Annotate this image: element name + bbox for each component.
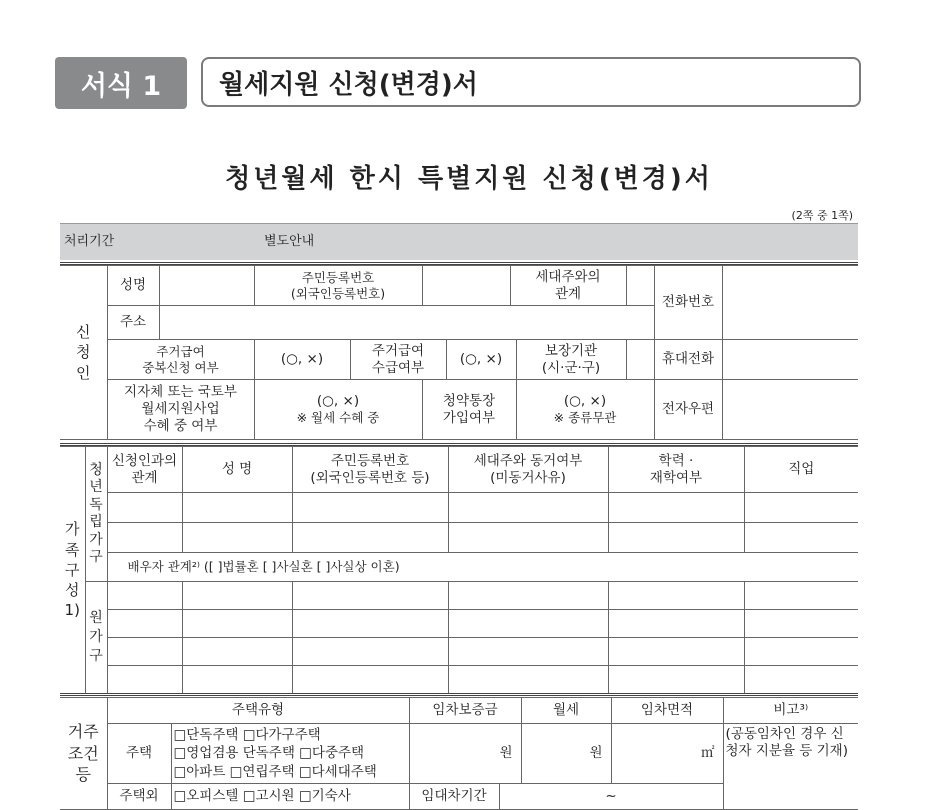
independent-household-label: 청 년 독 립 가 구 <box>85 447 107 582</box>
deposit-field[interactable]: 원 <box>409 724 521 784</box>
lease-period-label: 임대차기간 <box>409 784 499 810</box>
spouse-relation-row[interactable]: 배우자 관계²⁾ ([ ]법률혼 [ ]사실혼 [ ]사실상 이혼) <box>107 553 858 582</box>
nonhouse-label: 주택외 <box>107 784 171 810</box>
processing-period-row <box>60 223 858 260</box>
rrn-label: 주민등록번호 (외국인등록번호) <box>254 266 422 306</box>
rent-field[interactable]: 원 <box>521 724 611 784</box>
col-cohabitation: 세대주와 동거여부 (미동거사유) <box>448 447 608 493</box>
processing-label: 처리기간 <box>64 234 115 249</box>
col-job: 직업 <box>744 447 858 493</box>
address-label: 주소 <box>107 306 159 340</box>
rrn-field[interactable] <box>422 266 510 306</box>
col-relation: 신청인과의 관계 <box>107 447 182 493</box>
table-row <box>60 666 858 694</box>
processing-value: 별도안내 <box>264 234 315 249</box>
col-note: 비고³⁾ <box>723 698 858 724</box>
table-row <box>60 523 858 553</box>
table-row <box>60 610 858 638</box>
form-number-badge: 서식 1 <box>55 57 187 109</box>
phone-field[interactable] <box>722 266 858 340</box>
form-title-box: 월세지원 신청(변경)서 <box>201 57 861 107</box>
housing-recv-label: 주거급여 수급여부 <box>350 340 446 380</box>
col-rrn: 주민등록번호 (외국인등록번호 등) <box>292 447 448 493</box>
savings-field[interactable]: (○, ×) ※ 종류무관 <box>516 380 654 440</box>
applicant-table <box>60 265 858 440</box>
guarantee-label: 보장기관 (시·군·구) <box>516 340 626 380</box>
phone-label: 전화번호 <box>654 266 722 340</box>
document-title: 청년월세 한시 특별지원 신청(변경)서 <box>225 164 713 194</box>
savings-label: 청약통장 가입여부 <box>422 380 516 440</box>
local-support-field[interactable]: (○, ×) ※ 월세 수혜 중 <box>254 380 422 440</box>
family-table <box>60 446 858 694</box>
address-field[interactable] <box>159 306 654 340</box>
col-area: 임차면적 <box>611 698 723 724</box>
table-row <box>60 638 858 666</box>
relation-field[interactable] <box>626 266 654 306</box>
origin-household-label: 원 가 구 <box>85 582 107 694</box>
col-deposit: 임차보증금 <box>409 698 521 724</box>
col-name: 성 명 <box>182 447 292 493</box>
email-label: 전자우편 <box>654 380 722 440</box>
local-support-label: 지자체 또는 국토부 월세지원사업 수혜 중 여부 <box>107 380 254 440</box>
mobile-label: 휴대전화 <box>654 340 722 380</box>
email-field[interactable] <box>722 380 858 440</box>
house-label: 주택 <box>107 724 171 784</box>
lease-period-field[interactable]: ~ <box>499 784 723 810</box>
relation-label: 세대주와의 관계 <box>510 266 626 306</box>
housing-section-label: 거주 조건 등 <box>60 698 107 810</box>
note-field[interactable]: (공동임차인 경우 신청자 지분율 등 기재) <box>723 724 858 810</box>
housing-recv-field[interactable]: (○, ×) <box>446 340 516 380</box>
col-rent: 월세 <box>521 698 611 724</box>
col-housing-type: 주택유형 <box>107 698 409 724</box>
page-indicator: (2쪽 중 1쪽) <box>791 209 853 222</box>
family-section-label: 가 족 구 성 1) <box>60 447 85 694</box>
area-field[interactable]: ㎡ <box>611 724 723 784</box>
table-row <box>60 582 858 610</box>
name-label: 성명 <box>107 266 159 306</box>
housing-dup-label: 주거급여 중복신청 여부 <box>107 340 254 380</box>
house-type-options[interactable]: □단독주택 □다가구주택 □영업겸용 단독주택 □다중주택 □아파트 □연립주택 □다세대주택 <box>171 724 409 784</box>
mobile-field[interactable] <box>722 340 858 380</box>
housing-table <box>60 697 858 810</box>
guarantee-field[interactable] <box>626 340 654 380</box>
table-row <box>60 493 858 523</box>
applicant-section-label: 신 청 인 <box>60 266 107 440</box>
housing-dup-field[interactable]: (○, ×) <box>254 340 350 380</box>
name-field[interactable] <box>159 266 254 306</box>
col-education: 학력 · 재학여부 <box>608 447 744 493</box>
nonhouse-type-options[interactable]: □오피스텔 □고시원 □기숙사 <box>171 784 409 810</box>
